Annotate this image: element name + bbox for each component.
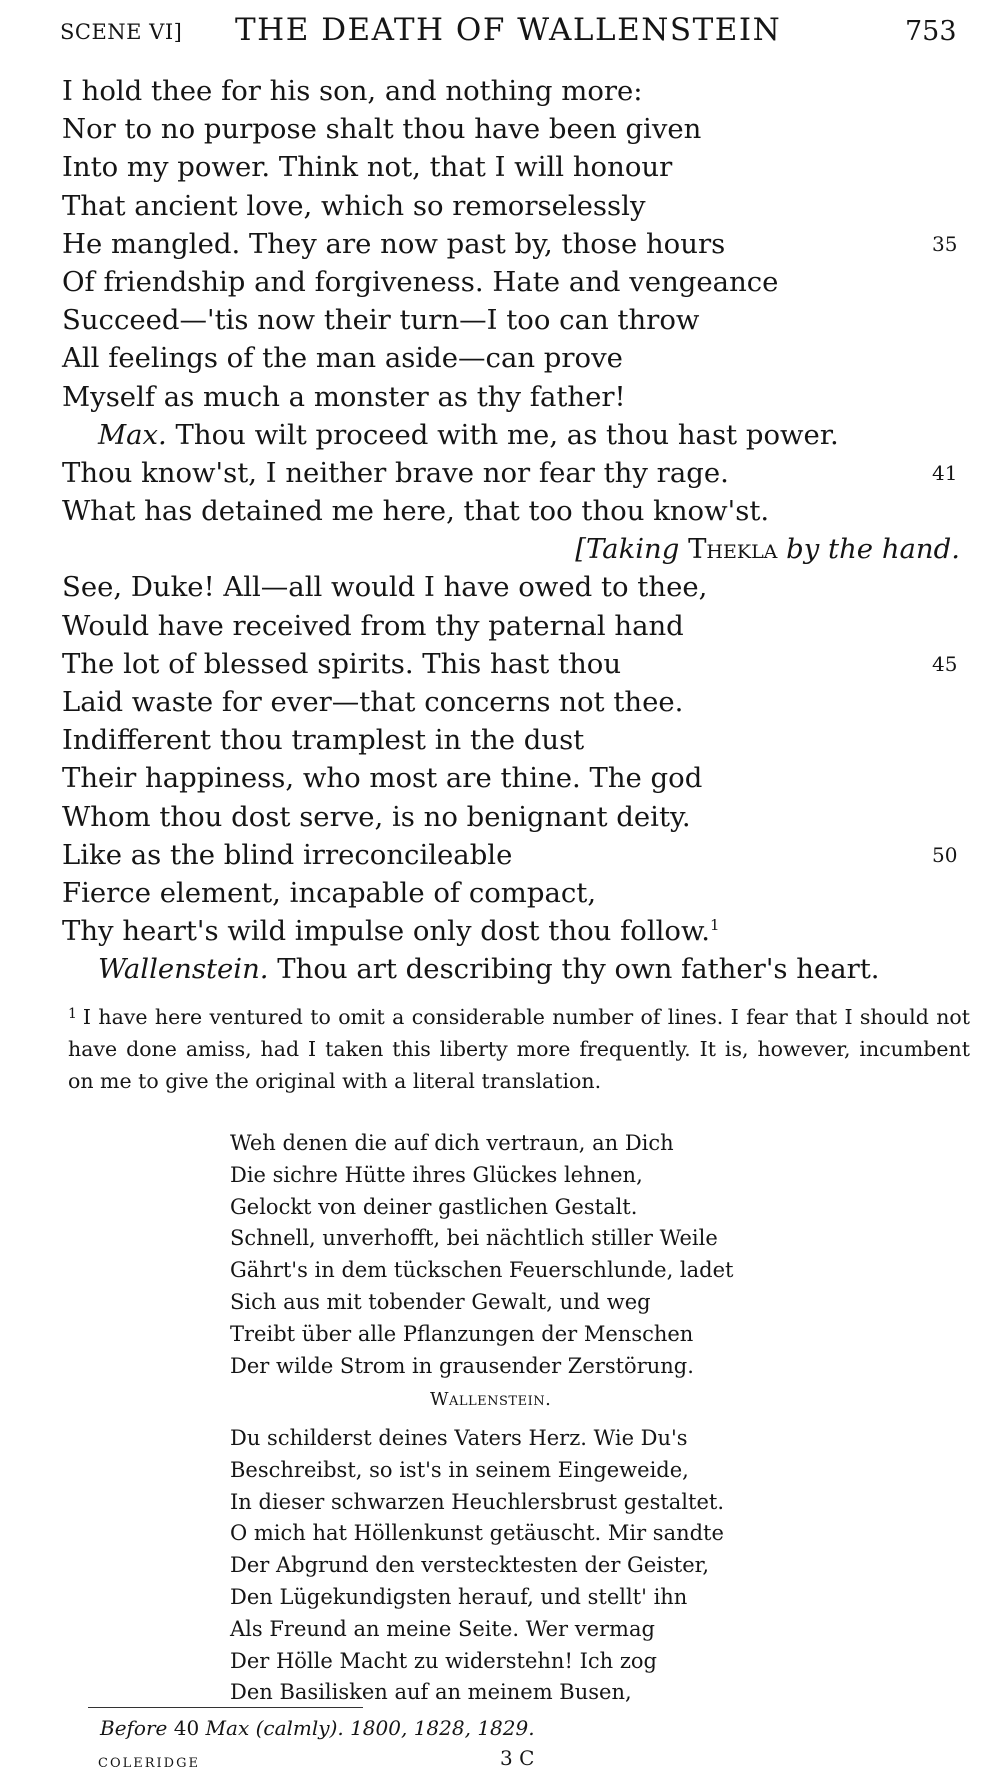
line-number: 35	[932, 231, 958, 256]
line-text: See, Duke! All—all would I have owed to thee,	[62, 571, 708, 604]
verse-text	[62, 568, 707, 606]
german-verse-line: Der wilde Strom in grausender Zerstörung.	[230, 1353, 694, 1378]
verse-line	[0, 874, 1000, 912]
verse-text	[62, 607, 684, 645]
verse-text	[62, 836, 512, 874]
signature-mark: 3 C	[500, 1746, 535, 1770]
verse-text	[62, 683, 683, 721]
german-verse-line: Den Lügekundigsten herauf, und stellt' ihn	[230, 1584, 688, 1609]
german-verse-line: Beschreibst, so ist's in seinem Eingeweide,	[230, 1457, 689, 1482]
verse-text	[62, 492, 769, 530]
german-speaker: Wallenstein.	[430, 1389, 552, 1410]
verse-text	[62, 454, 729, 492]
line-text: All feelings of the man aside—can prove	[62, 342, 623, 375]
verse-line	[0, 378, 1000, 416]
stage-direction	[0, 530, 1000, 568]
line-text: Of friendship and forgiveness. Hate and vengeance	[62, 265, 779, 298]
verse-text	[98, 416, 839, 454]
running-title: THE DEATH OF WALLENSTEIN	[235, 12, 782, 48]
german-verse-line: Der Hölle Macht zu widerstehn! Ich zog	[230, 1648, 657, 1673]
stage-text: by the hand.	[777, 533, 960, 566]
printer-signature: COLERIDGE	[98, 1756, 200, 1771]
verse-line	[0, 225, 1000, 263]
footnote-text: I have here ventured to omit a considerable number of lines. I fear that I should not have done amiss, had I taken this liberty more frequently. It is, however, incumbent on me to give the original with a literal translation.	[68, 1005, 970, 1093]
variant-prefix: Before	[100, 1716, 174, 1740]
footnote	[68, 998, 970, 1097]
verse-line	[0, 263, 1000, 301]
line-text: Myself as much a monster as thy father!	[62, 380, 626, 413]
line-text: Like as the blind irreconcileable	[62, 838, 513, 871]
verse-line	[0, 301, 1000, 339]
line-text: Thou wilt proceed with me, as thou hast power.	[166, 418, 839, 451]
verse-text	[575, 530, 960, 568]
verse-text	[62, 378, 626, 416]
german-verse-line: Du schilderst deines Vaters Herz. Wie Du's	[230, 1426, 688, 1450]
german-reply-passage	[230, 1423, 870, 1709]
verse-line	[0, 492, 1000, 530]
verse-text	[62, 798, 691, 836]
verse-line	[0, 759, 1000, 797]
verse-block	[0, 72, 1000, 989]
line-text: Thou art describing thy own father's heart.	[268, 953, 880, 986]
german-original-passage	[230, 1128, 870, 1382]
stage-text: [Taking	[575, 533, 689, 566]
verse-line	[0, 683, 1000, 721]
german-verse-line: Treibt über alle Pflanzungen der Menschen	[230, 1321, 694, 1346]
verse-line	[0, 148, 1000, 186]
german-verse-line: Weh denen die auf dich vertraun, an Dich	[230, 1131, 674, 1155]
german-verse-line: Gährt's in dem tückschen Feuerschlunde, ladet	[230, 1258, 734, 1283]
verse-line	[0, 721, 1000, 759]
verse-line	[0, 607, 1000, 645]
german-verse-line: Gelockt von deiner gastlichen Gestalt.	[230, 1194, 638, 1219]
verse-line	[0, 416, 1000, 454]
verse-text	[62, 72, 643, 110]
line-text: Into my power. Think not, that I will honour	[62, 151, 673, 184]
verse-line	[0, 72, 1000, 110]
running-header	[0, 10, 1000, 50]
german-verse-line: O mich hat Höllenkunst getäuscht. Mir sandte	[230, 1521, 724, 1546]
speaker-name: Max.	[98, 418, 167, 451]
line-text: Succeed—'tis now their turn—I too can throw	[62, 304, 700, 337]
verse-line	[0, 798, 1000, 836]
verse-line	[0, 645, 1000, 683]
speaker-name: Wallenstein.	[98, 953, 269, 986]
footnote-reference: 1	[709, 916, 720, 935]
variant-body: Max (calmly). 1800, 1828, 1829.	[199, 1716, 535, 1740]
verse-line	[0, 187, 1000, 225]
verse-text	[62, 759, 702, 797]
verse-text	[62, 225, 725, 263]
verse-line	[0, 836, 1000, 874]
verse-text	[62, 110, 701, 148]
line-number: 45	[932, 651, 958, 676]
line-text: That ancient love, which so remorselessly	[62, 189, 646, 222]
verse-text	[62, 874, 596, 912]
line-text: The lot of blessed spirits. This hast thou	[62, 647, 622, 680]
variant-line-number: 40	[173, 1716, 200, 1740]
verse-text	[62, 148, 672, 186]
german-verse-line: Die sichre Hütte ihres Glückes lehnen,	[230, 1162, 643, 1187]
german-verse-line: Als Freund an meine Seite. Wer vermag	[230, 1616, 655, 1641]
line-number: 50	[932, 842, 958, 867]
line-text: Thou know'st, I neither brave nor fear thy rage.	[62, 456, 729, 489]
verse-line	[0, 912, 1000, 950]
page-number: 753	[905, 16, 957, 47]
german-verse-line: Sich aus mit tobender Gewalt, und weg	[230, 1289, 651, 1314]
verse-text	[98, 950, 880, 988]
verse-text	[62, 339, 623, 377]
line-text: Fierce element, incapable of compact,	[62, 876, 597, 909]
textual-variant-note	[100, 1716, 535, 1740]
line-text: Indifferent thou tramplest in the dust	[62, 724, 585, 757]
line-number: 41	[932, 460, 958, 485]
german-verse-line: Der Abgrund den verstecktesten der Geister,	[230, 1553, 710, 1578]
line-text: Would have received from thy paternal hand	[62, 609, 684, 642]
line-text: I hold thee for his son, and nothing more:	[62, 75, 643, 107]
verse-text	[62, 912, 720, 950]
verse-line	[0, 454, 1000, 492]
verse-text	[62, 721, 584, 759]
german-verse-line: Den Basilisken auf an meinem Busen,	[230, 1680, 632, 1705]
verse-line	[0, 568, 1000, 606]
verse-text	[62, 301, 699, 339]
character-name: Thekla	[688, 533, 778, 566]
german-verse-line: In dieser schwarzen Heuchlersbrust gestaltet.	[230, 1489, 725, 1514]
line-text: Their happiness, who most are thine. The god	[62, 762, 703, 795]
verse-text	[62, 645, 621, 683]
verse-line	[0, 339, 1000, 377]
footnote-marker: 1	[68, 1006, 77, 1022]
line-text: Thy heart's wild impulse only dost thou follow.	[62, 915, 710, 948]
line-text: What has detained me here, that too thou know'st.	[62, 495, 770, 528]
line-text: Laid waste for ever—that concerns not thee.	[62, 686, 684, 718]
scene-label: SCENE VI]	[60, 20, 183, 44]
verse-line	[0, 950, 1000, 988]
verse-text	[62, 263, 778, 301]
german-verse-line: Schnell, unverhofft, bei nächtlich stiller Weile	[230, 1226, 718, 1251]
verse-line	[0, 110, 1000, 148]
line-text: He mangled. They are now past by, those hours	[62, 227, 726, 260]
line-text: Whom thou dost serve, is no benignant deity.	[62, 800, 691, 833]
line-text: Nor to no purpose shalt thou have been given	[62, 113, 702, 146]
verse-text	[62, 187, 646, 225]
footnote-rule	[88, 1707, 363, 1708]
